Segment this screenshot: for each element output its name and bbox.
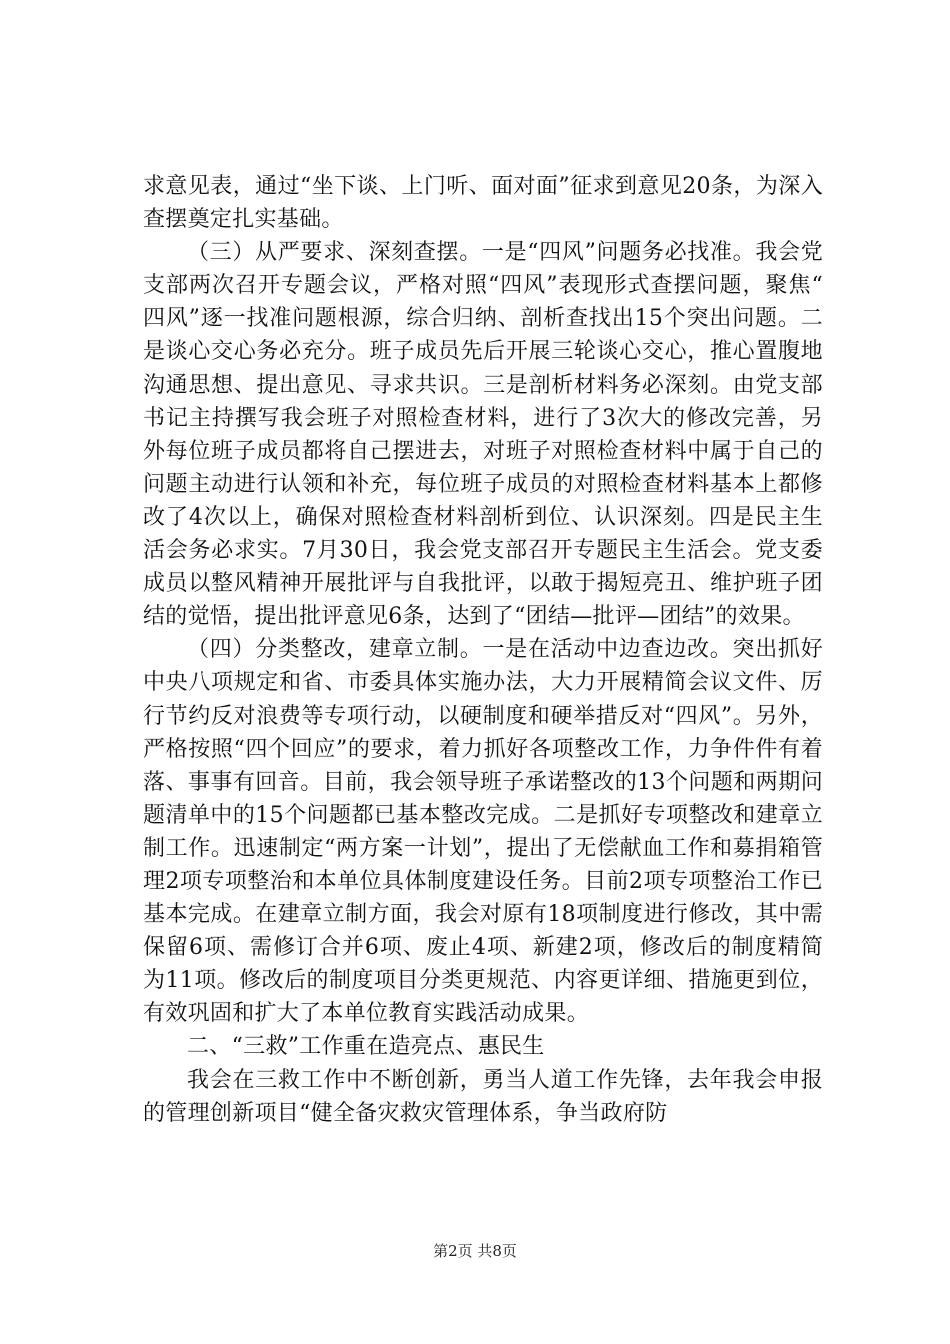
- paragraph-section-three: （三）从严要求、深刻查摆。一是“四风”问题务必找准。我会党支部两次召开专题会议，严格对照“四风”表现形式查摆问题，聚焦“四风”逐一找准问题根源，综合归纳、剖析查找出15个突出问题。二是谈心交心务必充分。班子成员先后开展三轮谈心交心，推心置腹地沟通思想、提出意见、寻求共识。三是剖析材料务必深刻。由党支部书记主持撰写我会班子对照检查材料，进行了3次大的修改完善，另外每位班子成员都将自己摆进去，对班子对照检查材料中属于自己的问题主动进行认领和补充，每位班子成员的对照检查材料基本上都修改了4次以上，确保对照检查材料剖析到位、认识深刻。四是民主生活会务必求实。7月30日，我会党支部召开专题民主生活会。党支委成员以整风精神开展批评与自我批评，以敢于揭短亮丑、维护班子团结的觉悟，提出批评意见6条，达到了“团结—批评—团结”的效果。: [143, 240, 823, 630]
- paragraph-continuation: 求意见表，通过“坐下谈、上门听、面对面”征求到意见20条，为深入查摆奠定扎实基础。: [143, 174, 823, 233]
- section-heading-two: 二、“三救”工作重在造亮点、惠民生: [187, 1034, 545, 1060]
- paragraph-section-four: （四）分类整改，建章立制。一是在活动中边查边改。突出抓好中央八项规定和省、市委具体实施办法，大力开展精简会议文件、厉行节约反对浪费等专项行动，以硬制度和硬举措反对“四风”。另外，严格按照“四个回应”的要求，着力抓好各项整改工作，力争件件有着落、事事有回音。目前，我会领导班子承诺整改的13个问题和两期问题清单中的15个问题都已基本整改完成。二是抓好专项整改和建章立制工作。迅速制定“两方案一计划”，提出了无偿献血工作和募捐箱管理2项专项整治和本单位具体制度建设任务。目前2项专项整治工作已基本完成。在建章立制方面，我会对原有18项制度进行修改，其中需保留6项、需修订合并6项、废止4项、新建2项，修改后的制度精简为11项。修改后的制度项目分类更规范、内容更详细、措施更到位，有效巩固和扩大了本单位教育实践活动成果。: [143, 637, 823, 1027]
- document-body: [143, 170, 823, 1130]
- page-number-footer: 第2页 共8页: [433, 1242, 517, 1260]
- paragraph-three-rescue: 我会在三救工作中不断创新，勇当人道工作先锋，去年我会申报的管理创新项目“健全备灾救灾管理体系，争当政府防: [143, 1067, 823, 1126]
